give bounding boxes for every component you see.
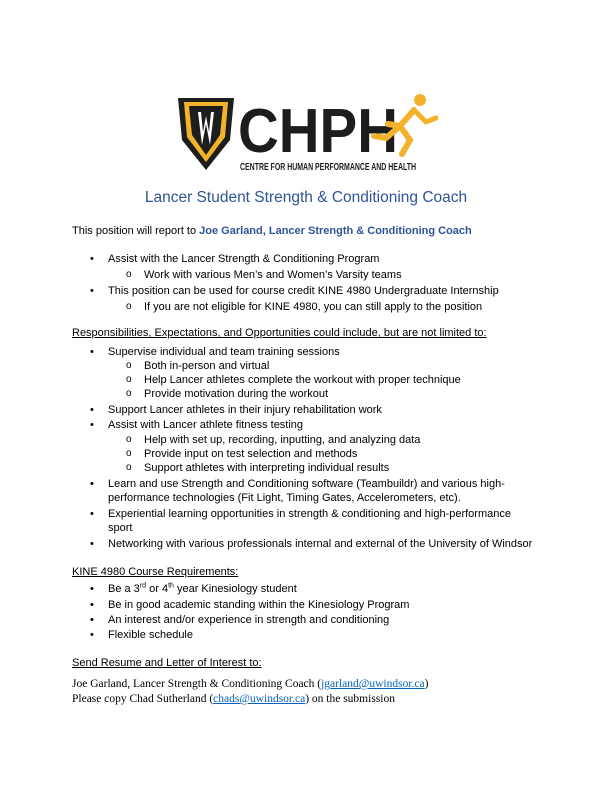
sub-bullet-icon: o [126,434,132,445]
responsibility-subitem: Help Lancer athletes complete the workout with proper technique [144,374,461,386]
sub-bullet-icon: o [126,301,132,312]
req-year-sup1: rd [139,582,147,590]
bullet-icon: • [90,629,94,641]
sub-bullet-icon: o [126,448,132,459]
page-title: Lancer Student Strength & Conditioning Coach [144,189,468,206]
responsibility-subitem: Support athletes with interpreting individual results [144,462,390,474]
contact-heading: Send Resume and Letter of Interest to: [72,657,262,669]
requirements-heading: KINE 4980 Course Requirements: [72,566,239,578]
bullet-icon: • [90,478,94,490]
responsibility-item-line: sport [108,522,133,534]
contact-cc-suffix: ) on the submission [305,693,395,705]
bullet-icon: • [90,346,94,358]
bullet-icon: • [90,253,94,265]
shield-logo-icon [178,98,234,170]
contact-primary-text: Joe Garland, Lancer Strength & Conditioning Coach ( [72,678,322,690]
responsibility-item-line: performance technologies (Fit Light, Timing Gates, Accelerometers, etc). [108,492,461,504]
responsibilities-heading: Responsibilities, Expectations, and Opportunities could include, but are not limited to: [72,327,487,339]
sub-bullet-icon: o [126,360,132,371]
sub-bullet-icon: o [126,462,132,473]
bullet-icon: • [90,583,94,595]
contact-line-cc [72,693,395,705]
req-year-sup2: th [168,582,174,590]
responsibility-item: Networking with various professionals internal and external of the University of Windsor [108,538,533,550]
report-supervisor: Joe Garland, Lancer Strength & Conditioning Coach [199,225,472,237]
sub-bullet-icon: o [126,388,132,399]
requirement-item: An interest and/or experience in strength and conditioning [108,614,390,626]
bullet-icon: • [90,599,94,611]
responsibility-item-line: Experiential learning opportunities in strength & conditioning and high-performance [108,508,511,520]
logo-subtitle: CENTRE FOR HUMAN PERFORMANCE AND HEALTH [240,162,416,173]
requirement-item: Flexible schedule [108,629,193,641]
bullet-icon: • [90,538,94,550]
report-prefix: This position will report to [72,225,200,237]
report-line [72,225,472,237]
bullet-icon: • [90,419,94,431]
logo-wordmark: CHPH [238,97,398,166]
contact-primary-close: ) [424,678,429,690]
responsibility-item: Supervise individual and team training sessions [108,346,340,358]
bullet-icon: • [90,285,94,297]
intro-item: Assist with the Lancer Strength & Conditioning Program [108,253,380,265]
contact-line-primary [72,678,428,690]
requirement-item: Be in good academic standing within the Kinesiology Program [108,599,410,611]
responsibility-subitem: Provide input on test selection and methods [144,448,358,460]
bullet-icon: • [90,614,94,626]
req-year-suffix: year Kinesiology student [173,583,297,595]
req-year-mid: or 4 [146,583,169,595]
responsibility-item: Assist with Lancer athlete fitness testing [108,419,304,431]
requirement-item [108,582,297,596]
bullet-icon: • [90,508,94,520]
responsibility-subitem: Help with set up, recording, inputting, and analyzing data [144,434,421,446]
email-link-chads[interactable]: chads@uwindsor.ca [213,693,306,705]
sub-bullet-icon: o [126,374,132,385]
responsibility-subitem: Provide motivation during the workout [144,388,329,400]
intro-item: This position can be used for course credit KINE 4980 Undergraduate Internship [108,285,499,297]
intro-subitem: If you are not eligible for KINE 4980, you can still apply to the position [144,301,483,313]
chph-logo [174,90,438,176]
email-link-jgarland[interactable]: jgarland@uwindsor.ca [321,678,425,690]
contact-cc-text: Please copy Chad Sutherland ( [72,693,214,705]
sub-bullet-icon: o [126,269,132,280]
bullet-icon: • [90,404,94,416]
responsibility-item: Support Lancer athletes in their injury rehabilitation work [108,404,382,416]
responsibility-subitem: Both in-person and virtual [144,360,270,372]
req-year-prefix: Be a 3 [108,583,140,595]
responsibility-item-line: Learn and use Strength and Conditioning software (Teambuildr) and various high- [108,478,505,490]
intro-subitem: Work with various Men’s and Women’s Varsity teams [144,269,402,281]
